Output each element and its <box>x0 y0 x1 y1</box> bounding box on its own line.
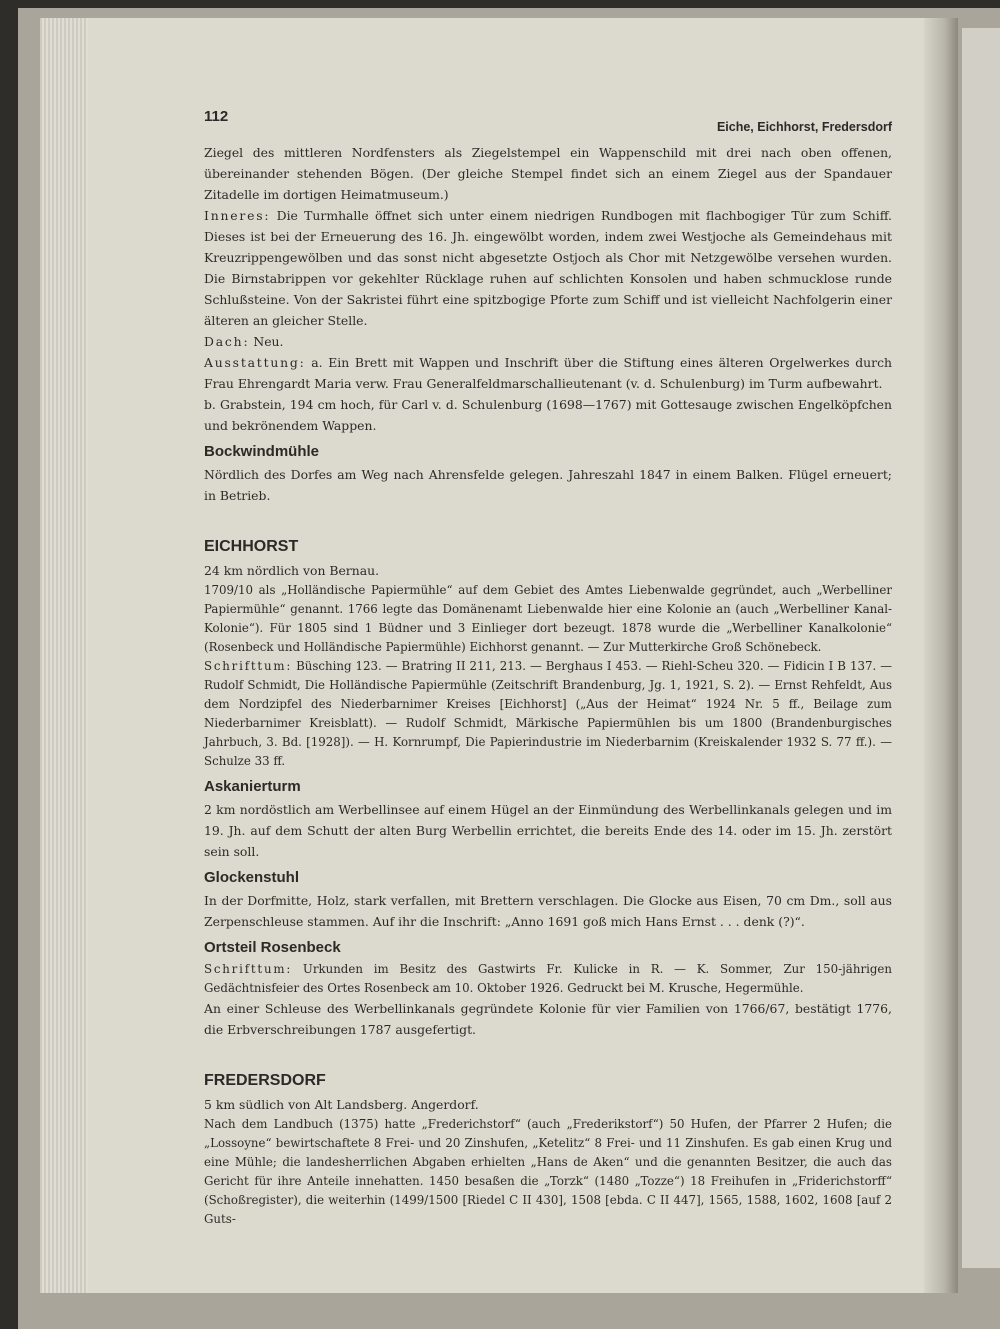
paragraph-rosenbeck: An einer Schleuse des Werbellinkanals gegründete Kolonie für vier Familien von 1766/67, bestätigt 1776, die Erbverschreibungen 1787 ausgefertigt. <box>204 1001 892 1037</box>
location-eichhorst: 24 km nördlich von Bernau. <box>204 563 380 578</box>
text-schrifttum-rosenbeck: Urkunden im Besitz des Gastwirts Fr. Kulicke in R. — K. Sommer, Zur 150-jährigen Gedächtnisfeier des Ortes Rosenbeck am 10. Oktober 1926. Gedruckt bei M. Krusche, Hegermühle. <box>204 962 892 995</box>
paragraph-ausstattung <box>204 352 892 394</box>
paragraph-eichhorst: 1709/10 als „Holländische Papiermühle“ auf dem Gebiet des Amtes Liebenwalde gegründet, auch „Werbelliner Papiermühle“ genannt. 1766 legte das Domänenamt Liebenwalde hier eine Kolonie an (auch „Werbelliner Kanal-Kolonie“). Für 1805 sind 1 Büdner und 3 Einlieger dort bezeugt. 1878 wurde die „Werbelliner Kanalkolonie“ (Rosenbeck und Holländische Papiermühle) Eichhorst genannt. — Zur Mutterkirche Groß Schönebeck. <box>204 583 892 654</box>
page-header <box>204 100 892 142</box>
paragraph-schrifttum-eichhorst <box>204 657 892 771</box>
paragraph-glockenstuhl: In der Dorfmitte, Holz, stark verfallen, mit Brettern verschlagen. Die Glocke aus Eisen, 70 cm Dm., soll aus Zerpenschleuse stammen. Auf ihr die Inschrift: „Anno 1691 goß mich Hans Ernst . . . denk (?)“. <box>204 893 892 929</box>
heading-rosenbeck: Ortsteil Rosenbeck <box>204 939 341 956</box>
book-gutter <box>924 18 958 1293</box>
heading-eichhorst: EICHHORST <box>204 538 299 555</box>
paragraph-ziegel: Ziegel des mittleren Nordfensters als Ziegelstempel ein Wappenschild mit drei nach oben offenen, übereinander stehenden Bögen. (Der gleiche Stempel findet sich an einem Ziegel aus der Spandauer Zitadelle im dortigen Heimatmuseum.) <box>204 145 892 202</box>
paragraph-schrifttum-rosenbeck <box>204 960 892 998</box>
page-number: 112 <box>204 108 229 125</box>
facing-page-edge <box>962 28 1000 1268</box>
paragraph-fredersdorf: Nach dem Landbuch (1375) hatte „Frederichstorf“ (auch „Frederikstorf“) 50 Hufen, der Pfarrer 2 Hufen; die „Lossoyne“ bewirtschaftete 8 Frei- und 20 Zinshufen, „Ketelitz“ 8 Frei- und 11 Zinshufen. Es gab einen Krug und eine Mühle; die landesherrlichen Abgaben erhielten „Hans de Aken“ und die genannten Besitzer, die auch das Gericht für ihre Anteile innehatten. 1450 besaßen die „Torzk“ (1480 „Tozze“) 18 Freihufen in „Friderichstorff“ (Schoßregister), die weiterhin (1499/1500 [Riedel C II 430], 1508 [ebda. C II 447], 1565, 1588, 1602, 1608 [auf 2 Guts- <box>204 1117 892 1226</box>
heading-fredersdorf: FREDERSDORF <box>204 1072 326 1089</box>
label-schrifttum: Schrifttum: <box>204 659 293 673</box>
label-dach: Dach: <box>204 334 250 349</box>
text-inneres: Die Turmhalle öffnet sich unter einem niedrigen Rundbogen mit flachbogiger Tür zum Schiff. Dieses ist bei der Erneuerung des 16. Jh. eingewölbt worden, indem zwei Westjoche als Gemeindehaus mit Kreuzrippengewölben und das sonst nicht abgesetzte Ostjoch als Chor mit Netzgewölbe versehen wurden. Die Birnstabrippen vor gekehlter Rücklage ruhen auf schlichten Konsolen und haben schmucklose runde Schlußsteine. Von der Sakristei führt eine spitzbogige Pforte zum Schiff und ist vielleicht Nachfolgerin einer älteren an gleicher Stelle. <box>204 208 892 328</box>
paragraph-dach <box>204 331 892 352</box>
location-fredersdorf: 5 km südlich von Alt Landsberg. Angerdorf. <box>204 1097 479 1112</box>
paragraph-inneres <box>204 205 892 331</box>
running-title: Eiche, Eichhorst, Fredersdorf <box>716 120 892 134</box>
text-schrifttum: Büsching 123. — Bratring II 211, 213. — Berghaus I 453. — Riehl-Scheu 320. — Fidicin I B 137. — Rudolf Schmidt, Die Holländische Papiermühle (Zeitschrift Brandenburg, Jg. 1, 1921, S. 2). — Ernst Rehfeldt, Aus dem Nordzipfel des Niederbarnimer Kreises [Eichhorst] („Aus der Heimat“ 1924 Nr. 5 ff., Beilage zum Niederbarnimer Kreisblatt). — Rudolf Schmidt, Märkische Papiermühlen bis um 1800 (Brandenburgisches Jahrbuch, 3. Bd. [1928]). — H. Kornrumpf, Die Papierindustrie im Niederbarnim (Kreiskalender 1932 S. 77 ff.). — Schulze 33 ff. <box>204 659 892 768</box>
paragraph-askanierturm: 2 km nordöstlich am Werbellinsee auf einem Hügel an der Einmündung des Werbellinkanals gelegen und im 19. Jh. auf dem Schutt der alten Burg Werbellin errichtet, die bereits Ende des 14. oder im 15. Jh. zerstört sein soll. <box>204 802 892 859</box>
label-inneres: Inneres: <box>204 208 271 223</box>
heading-bockwindmuehle: Bockwindmühle <box>204 443 320 460</box>
heading-askanierturm: Askanierturm <box>204 778 301 795</box>
page-stack-edges <box>40 18 88 1293</box>
label-schrifttum-rosenbeck: Schrifttum: <box>204 962 293 976</box>
text-dach: Neu. <box>249 334 284 349</box>
text-ausstattung: a. Ein Brett mit Wappen und Inschrift über die Stiftung eines älteren Orgelwerkes durch Frau Ehrengardt Maria verw. Frau Generalfeldmarschallieutenant (v. d. Schulenburg) im Turm aufbewahrt. <box>204 355 892 391</box>
label-ausstattung: Ausstattung: <box>204 355 306 370</box>
page-text <box>204 100 892 1229</box>
heading-glockenstuhl: Glockenstuhl <box>204 869 300 886</box>
paragraph-ausstattung-b: b. Grabstein, 194 cm hoch, für Carl v. d. Schulenburg (1698—1767) mit Gottesauge zwischen Engelköpfchen und bekrönendem Wappen. <box>204 397 892 433</box>
paragraph-bockwindmuehle: Nördlich des Dorfes am Weg nach Ahrensfelde gelegen. Jahreszahl 1847 in einem Balken. Flügel erneuert; in Betrieb. <box>204 467 892 503</box>
